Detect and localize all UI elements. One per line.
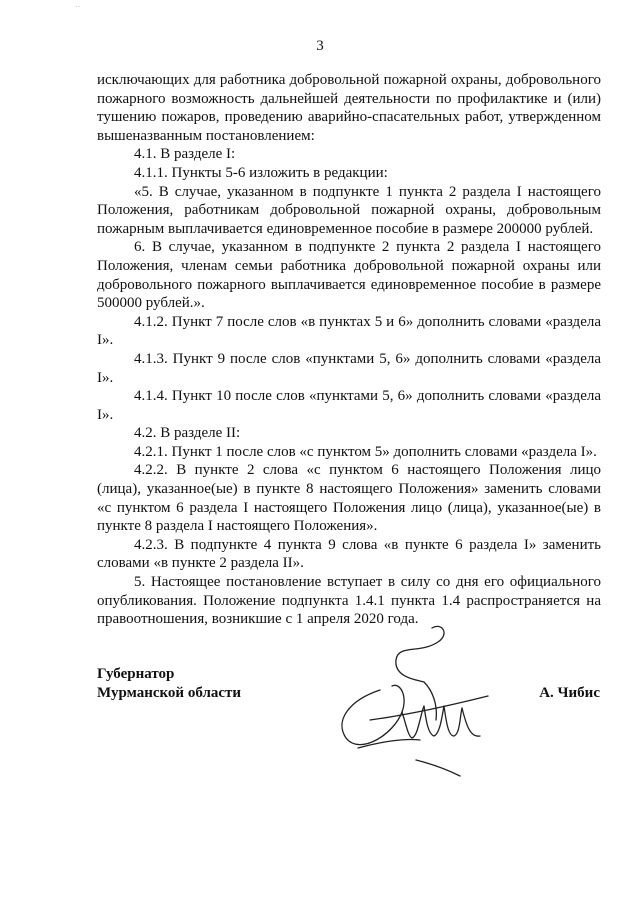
paragraph-continuation: исключающих для работника добровольной пожарной охраны, добровольного пожарного возможность дальнейшей деятельности по профилактике и (или) тушению пожаров, проведению аварийно-спасательных работ, утвержденном вышеназванным постановлением:: [97, 72, 601, 144]
corner-mark: ‥: [75, 0, 81, 9]
signatory-title: [97, 665, 241, 703]
signature-block: [0, 650, 640, 800]
paragraph-point-6: 6. В случае, указанном в подпункте 2 пункта 2 раздела I настоящего Положения, членам семьи работника добровольной пожарной охраны или добровольного пожарного выплачивается единовременное пособие в размере 500000 рублей.».: [97, 239, 601, 312]
paragraph-4-2-2: 4.2.2. В пункте 2 слова «с пунктом 6 настоящего Положения лицо (лица), указанное(ые) в пункте 8 настоящего Положения» заменить словами «с пунктом 6 раздела I настоящего Положения лицо (лица), указанное(ые) в пункте 8 раздела I настоящего Положения».: [97, 462, 601, 535]
signatory-name: А. Чибис: [539, 685, 600, 701]
paragraph-4-1-1: 4.1.1. Пункты 5-6 изложить в редакции:: [134, 164, 388, 181]
document-body: [97, 71, 601, 629]
paragraph-4-1-2: 4.1.2. Пункт 7 после слов «в пунктах 5 и 6» дополнить словами «раздела I».: [97, 313, 601, 349]
paragraph-4-1-4: 4.1.4. Пункт 10 после слов «пунктами 5, 6» дополнить словами «раздела I».: [97, 388, 601, 423]
signatory-title-line2: Мурманской области: [97, 685, 242, 701]
paragraph-4-2-1: 4.2.1. Пункт 1 после слов «с пунктом 5» дополнить словами «раздела I».: [134, 443, 597, 460]
signatory-title-line1: Губернатор: [97, 666, 175, 682]
page-number: 3: [316, 38, 324, 54]
paragraph-section-4-2: 4.2. В разделе II:: [134, 425, 241, 442]
paragraph-4-1-3: 4.1.3. Пункт 9 после слов «пунктами 5, 6» дополнить словами «раздела I».: [97, 350, 601, 386]
paragraph-section-4-1: 4.1. В разделе I:: [134, 146, 236, 163]
paragraph-5-effective-date: 5. Настоящее постановление вступает в силу со дня его официального опубликования. Положение подпункта 1.4.1 пункта 1.4 распространяется на правоотношения, возникшие с 1 апреля 2020 года.: [97, 574, 601, 628]
paragraph-4-2-3: 4.2.3. В подпункте 4 пункта 9 слова «в пункте 6 раздела I» заменить словами «в пункте 2 раздела II».: [97, 536, 601, 572]
handwritten-signature: [320, 620, 500, 780]
paragraph-point-5: «5. В случае, указанном в подпункте 1 пункта 2 раздела I настоящего Положения, работникам добровольной пожарной охраны, добровольным пожарным выплачивается единовременное пособие в размере 200000 рублей.: [97, 183, 601, 237]
